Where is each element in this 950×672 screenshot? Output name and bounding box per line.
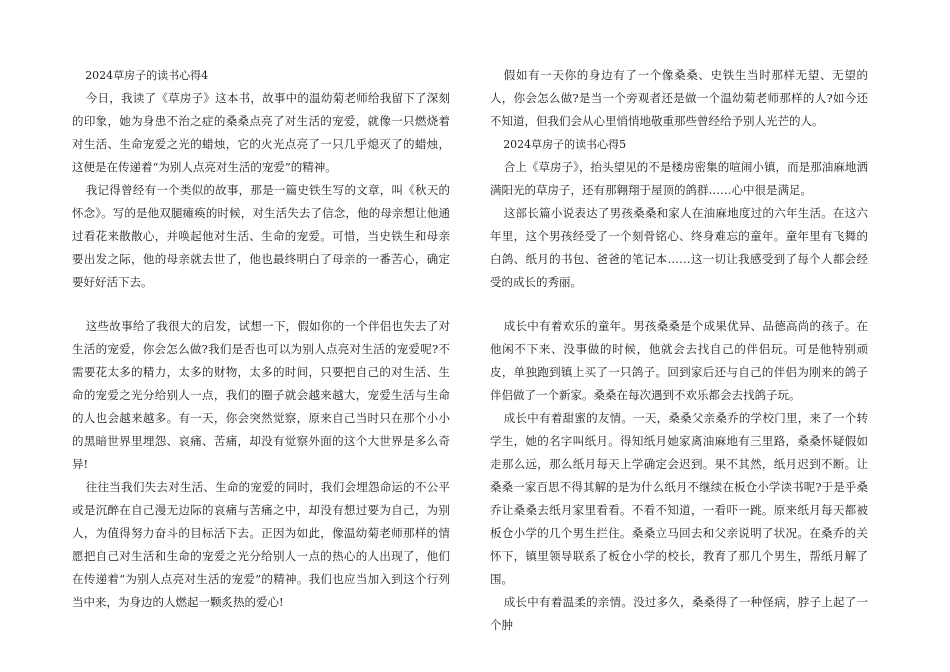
left-column-bottom — [72, 315, 450, 614]
right-column-bottom — [490, 315, 868, 637]
essay-5-title: 2024草房子的读书心得5 — [503, 138, 627, 151]
paragraph: 成长中有着欢乐的童年。男孩桑桑是个成果优异、品德高尚的孩子。在他闲不下来、没事做的时候，他就会去找自己的伴侣玩。可是他特别顽皮，单独跑到镇上买了一只鸽子。回到家后还与自己的伴侣为刚来的鸽子伴侣做了一个新家。桑桑在每次遇到不欢乐都会去找鸽子玩。 — [490, 319, 868, 402]
paragraph: 成长中有着温柔的亲情。没过多久，桑桑得了一种怪病，脖子上起了一个肿 — [490, 595, 868, 632]
paragraph: 我记得曾经有一个类似的故事，那是一篇史铁生写的文章，叫《秋天的怀念》。写的是他双腿瘫痪的时候，对生活失去了信念，他的母亲想让他通过看花来散散心，并唤起他对生活、生命的宠爱。可惜，当史铁生和母亲要出发之际，他的母亲就去世了，他也最终明白了母亲的一番苦心，确定要好好活下去。 — [72, 183, 450, 289]
paragraph: 往往当我们失去对生活、生命的宠爱的同时，我们会埋怨命运的不公平或是沉醉在自己漫无边际的哀痛与苦痛之中，却没有想过要为自己，为别人，为值得努力奋斗的目标活下去。正因为如此，像温幼菊老师那样的情愿把自己对生活和生命的宠爱之光分给别人一点的热心的人出现了，他们在传递着“为别人点亮对生活的宠爱”的精神。我们也应当加入到这个行列当中来，为身边的人燃起一颗炙热的爱心! — [72, 480, 450, 609]
paragraph: 今日，我读了《草房子》这本书，故事中的温幼菊老师给我留下了深刻的印象，她为身患不治之症的桑桑点亮了对生活的宠爱，就像一只燃烧着对生活、生命宠爱之光的蜡烛，它的火光点亮了一只几乎熄灭了的蜡烛，这便是在传递着“为别人点亮对生活的宠爱”的精神。 — [72, 91, 450, 174]
paragraph: 这些故事给了我很大的启发，试想一下，假如你的一个伴侣也失去了对生活的宠爱，你会怎么做?我们是否也可以为别人点亮对生活的宠爱呢?不需要花太多的精力，太多的财物，太多的时间，只要把自己的对生活、生命的宠爱之光分给别人一点，我们的圈子就会越来越大，宠爱生活与生命的人也会越来越多。有一天，你会突然觉察，原来自己当时只在那个小小的黑暗世界里埋怨、哀痛、苦痛，却没有觉察外面的这个大世界是多么奇异! — [72, 319, 450, 471]
paragraph: 这部长篇小说表达了男孩桑桑和家人在油麻地度过的六年生活。在这六年里，这个男孩经受了一个刻骨铭心、终身难忘的童年。童年里有飞舞的白鸽、纸月的书包、爸爸的笔记本……这一切让我感受到了每个人都会经受的成长的秀丽。 — [490, 206, 868, 289]
right-column-top — [490, 64, 868, 294]
left-column-top — [72, 64, 450, 294]
paragraph: 假如有一天你的身边有了一个像桑桑、史铁生当时那样无望、无望的人，你会怎么做?是当一个旁观者还是做一个温幼菊老师那样的人?如今还不知道，但我们会从心里悄悄地敬重那些曾经给予别人光芒的人。 — [490, 68, 868, 128]
paragraph: 成长中有着甜蜜的友情。一天，桑桑父亲桑乔的学校门里，来了一个转学生，她的名字叫纸月。得知纸月她家离油麻地有三里路，桑桑怀疑假如走那么远，那么纸月每天上学确定会迟到。果不其然，纸月迟到不断。让桑桑一家百思不得其解的是为什么纸月不继续在板仓小学读书呢?于是乎桑乔让桑桑去纸月家里看看。不看不知道，一看吓一跳。原来纸月每天都被板仓小学的几个男生拦住。桑桑立马回去和父亲说明了状况。在桑乔的关怀下，镇里领导联系了板仓小学的校长，教育了那几个男生，帮纸月解了围。 — [490, 411, 868, 586]
essay-4-title: 2024草房子的读书心得4 — [85, 69, 209, 82]
paragraph: 合上《草房子》，抬头望见的不是楼房密集的喧闹小镇，而是那油麻地洒满阳光的草房子，还有那翱翔于屋顶的鸽群……心中很是满足。 — [490, 160, 868, 197]
